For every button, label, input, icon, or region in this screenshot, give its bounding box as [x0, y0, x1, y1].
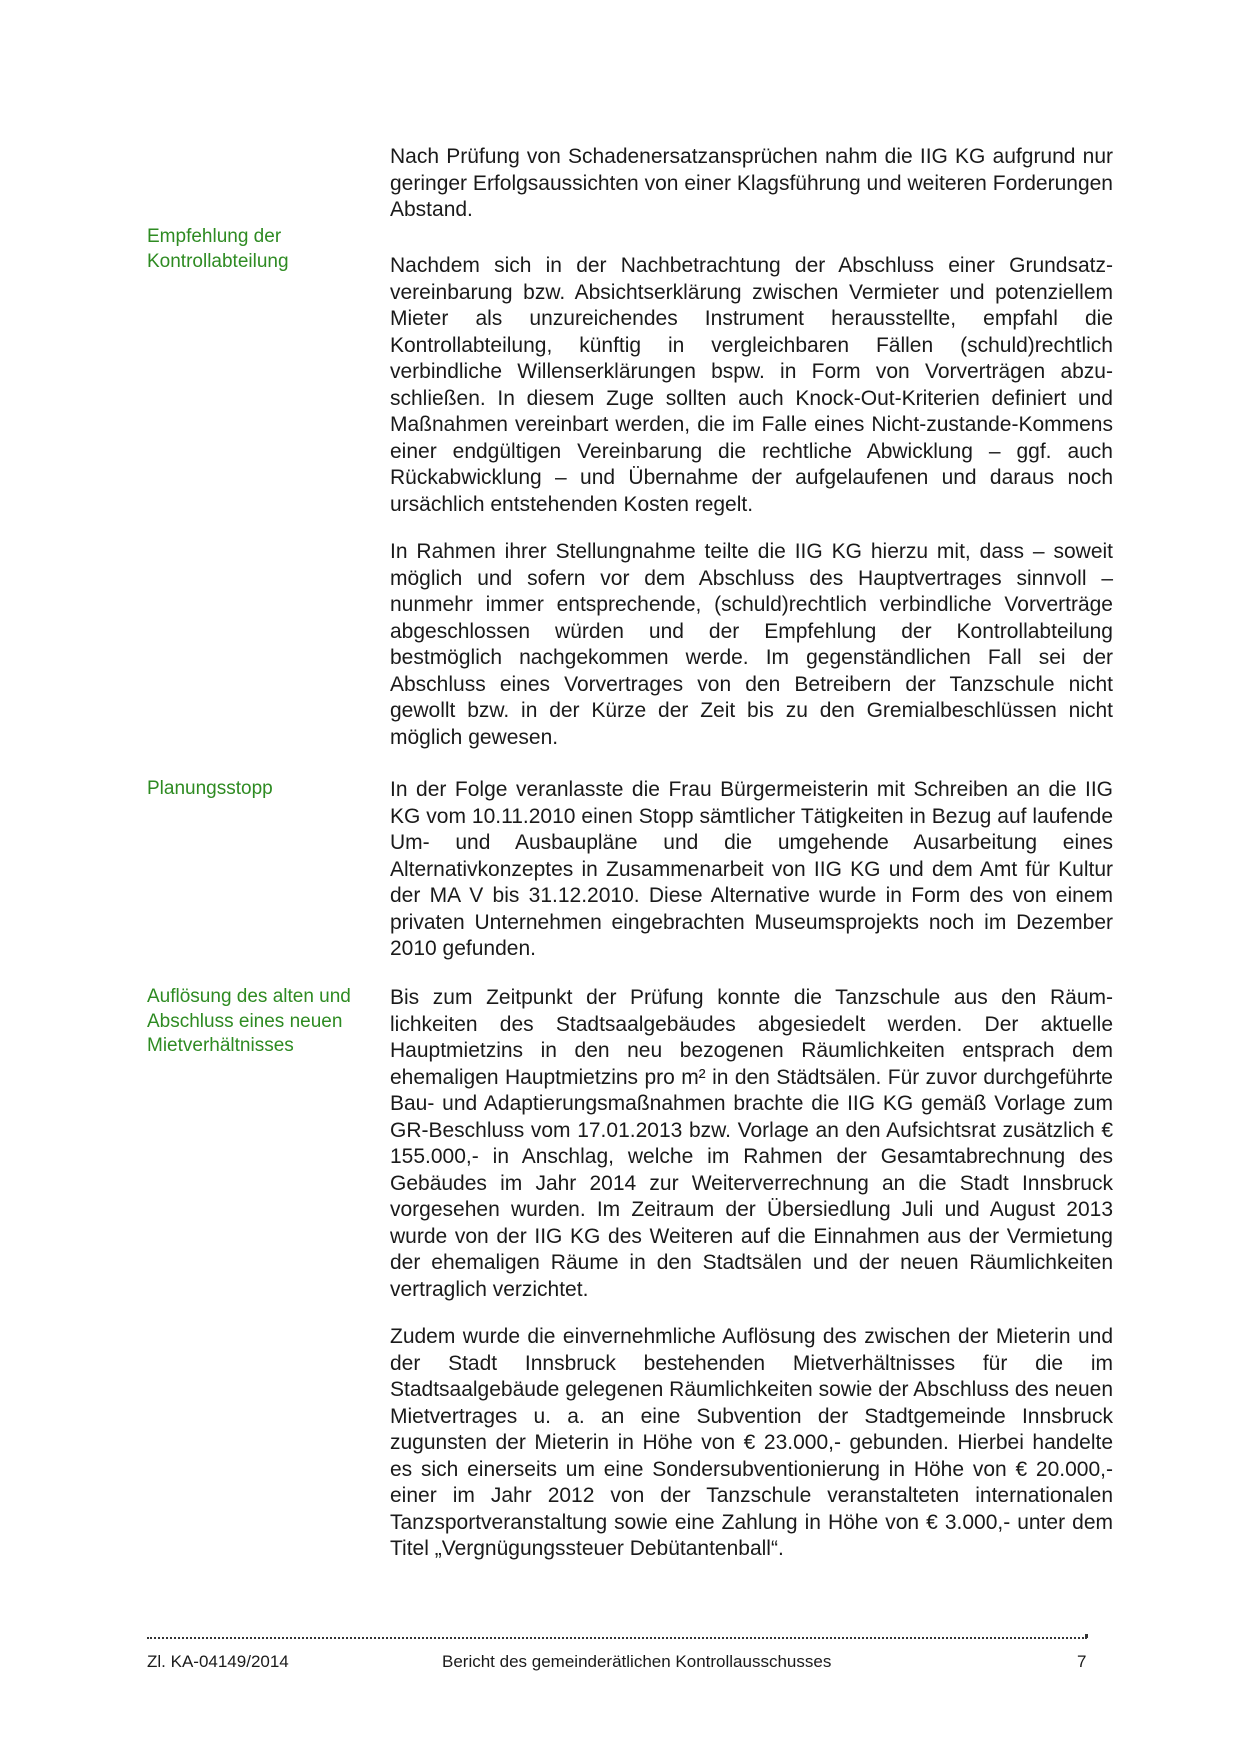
- paragraph-schadenersatz: Nach Prüfung von Schadenersatzansprüchen nahm die IIG KG aufgrund nur geringer Erfolgsaussichten von einer Klagsführung und weiteren Forderungen Abstand.: [390, 145, 1113, 221]
- paragraph-planungsstopp: In der Folge veranlasste die Frau Bürgermeisterin mit Schreiben an die IIG KG vom 10.11.2010 einen Stopp sämtlicher Tätigkeiten in Bezug auf laufende Um- und Ausbaupläne und die umgehende Ausarbeitung eines Alternativkonzeptes in Zusammenarbeit von IIG KG und dem Amt für Kultur der MA V bis 31.12.2010. Diese Alternative wurde in Form des von einem privaten Unternehmen eingebrachten Museumsprojekts noch im Dezember 2010 gefunden.: [390, 778, 1113, 960]
- paragraph-stellungnahme: In Rahmen ihrer Stellungnahme teilte die IIG KG hierzu mit, dass – soweit möglich und sofern vor dem Abschluss des Hauptvertrages sinnvoll – nunmehr immer entsprechende, (schuld)rechtlich verbindliche Vorverträge abgeschlossen würden und der Empfehlung der Kontrollabteilung bestmöglich nachgekommen werde. Im gegenständlichen Fall sei der Abschluss eines Vorvertrages von den Betreibern der Tanzschule nicht gewollt bzw. in der Kürze der Zeit bis zu den Gremialbeschlüssen nicht möglich gewesen.: [390, 540, 1113, 749]
- paragraph-subvention: Zudem wurde die einvernehmliche Auflösung des zwischen der Mieterin und der Stadt Innsbruck bestehenden Mietverhältnisses für die im Stadtsaalgebäude gelegenen Räumlichkeiten sowie der Abschluss des neuen Mietvertrages u. a. an eine Subvention der Stadtgemeinde Innsbruck zugunsten der Mieterin in Höhe von € 23.000,- gebunden. Hierbei handelte es sich einerseits um eine Sondersubventionierung in Höhe von € 20.000,- einer im Jahr 2012 von der Tanzschule veranstalteten internationalen Tanzsportveranstaltung sowie eine Zahlung in Höhe von € 3.000,- unter dem Titel „Vergnügungssteuer Debütantenball“.: [390, 1325, 1113, 1560]
- footer-report-title: Bericht des gemeinderätlichen Kontrollausschusses: [442, 1652, 832, 1671]
- side-label-empfehlung: Empfehlung der Kontrollabteilung: [147, 226, 289, 272]
- footer-divider-end: [1085, 1634, 1088, 1638]
- paragraph-empfehlung: Nachdem sich in der Nachbetrachtung der Abschluss einer Grundsatzvereinbarung bzw. Absichtserklärung zwischen Vermieter und potenziellem Mieter als unzureichendes Instrument herausstellte, empfahl die Kontrollabteilung, künftig in vergleichbaren Fällen (schuld)rechtlich verbindliche Willenserklärungen bspw. in Form von Vorverträgen abzuschließen. In diesem Zuge sollten auch Knock-Out-Kriterien definiert und Maßnahmen vereinbart werden, die im Falle eines Nicht-zustande-Kommens einer endgültigen Vereinbarung die rechtliche Abwicklung – ggf. auch Rückabwicklung – und Übernahme der aufgelaufenen und daraus noch ursächlich entstehenden Kosten regelt.: [390, 254, 1113, 516]
- side-label-planungsstopp: Planungsstopp: [147, 778, 273, 799]
- footer-divider: [147, 1637, 1087, 1639]
- side-label-aufloesung: Auflösung des alten und Abschluss eines neuen Mietverhältnisses: [147, 986, 351, 1056]
- paragraph-aufloesung: Bis zum Zeitpunkt der Prüfung konnte die Tanzschule aus den Räumlichkeiten des Stadtsaalgebäudes abgesiedelt werden. Der aktuelle Hauptmietzins in den neu bezogenen Räumlichkeiten entsprach dem ehemaligen Hauptmietzins pro m² in den Städtsälen. Für zuvor durchgeführte Bau- und Adaptierungsmaßnahmen brachte die IIG KG gemäß Vorlage zum GR-Beschluss vom 17.01.2013 bzw. Vorlage an den Aufsichtsrat zusätzlich € 155.000,- in Anschlag, welche im Rahmen der Gesamtabrechnung des Gebäudes im Jahr 2014 zur Weiterverrechnung an die Stadt Innsbruck vorgesehen wurden. Im Zeitraum der Übersiedlung Juli und August 2013 wurde von der IIG KG des Weiteren auf die Einnahmen aus der Vermietung der ehemaligen Räume in den Stadtsälen und der neuen Räumlichkeiten vertraglich verzichtet.: [390, 986, 1113, 1301]
- page-number: 7: [1077, 1652, 1087, 1671]
- footer-reference: Zl. KA-04149/2014: [147, 1652, 289, 1671]
